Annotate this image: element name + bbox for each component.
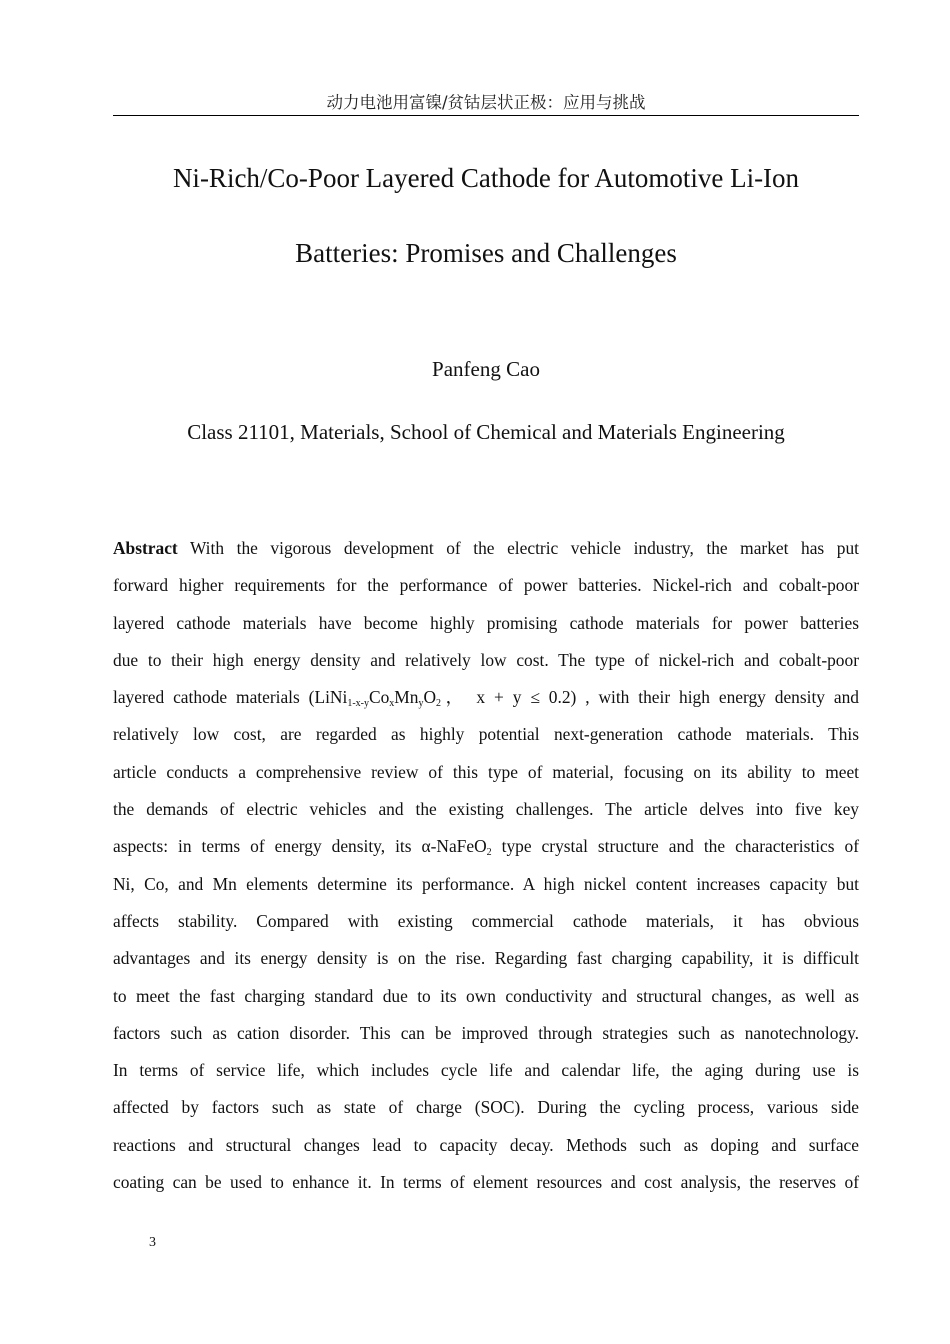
abstract-body bbox=[113, 530, 859, 1201]
abstract-line: coating can be used to enhance it. In terms of element resources and cost analysis, the reserves of bbox=[113, 1172, 859, 1193]
page-number: 3 bbox=[149, 1235, 156, 1250]
formula-subscript: 2 bbox=[436, 698, 442, 710]
author-affiliation: Class 21101, Materials, School of Chemical and Materials Engineering bbox=[187, 420, 785, 444]
abstract-line: advantages and its energy density is on the rise. Regarding fast charging capability, it is difficult bbox=[113, 948, 859, 969]
title-line-1: Ni-Rich/Co-Poor Layered Cathode for Automotive Li-Ion bbox=[172, 163, 800, 193]
title-line-2: Batteries: Promises and Challenges bbox=[295, 238, 677, 268]
running-header: 动力电池用富镍/贫钴层状正极：应用与挑战 bbox=[326, 93, 646, 112]
abstract-line: the demands of electric vehicles and the existing challenges. The article delves into five key bbox=[113, 799, 859, 820]
abstract-line: factors such as cation disorder. This can be improved through strategies such as nanotechnology. bbox=[113, 1022, 859, 1043]
abstract-line bbox=[113, 530, 859, 567]
formula-subscript: 1-x-y bbox=[347, 698, 369, 710]
formula-suffix: ， x + y ≤ 0.2) , with their high energy density and bbox=[441, 687, 859, 708]
author-name: Panfeng Cao bbox=[432, 357, 540, 381]
abstract-line: Ni, Co, and Mn elements determine its performance. A high nickel content increases capacity but bbox=[113, 873, 859, 894]
abstract-line: layered cathode materials have become highly promising cathode materials for power batteries bbox=[113, 612, 859, 633]
formula-suffix: type crystal structure and the characteristics of bbox=[491, 836, 859, 857]
abstract-line: due to their high energy density and relatively low cost. The type of nickel-rich and cobalt-poor bbox=[113, 649, 859, 670]
header-divider bbox=[113, 115, 859, 116]
abstract-line: to meet the fast charging standard due to its own conductivity and structural changes, as well as bbox=[113, 985, 859, 1006]
formula-element: Co bbox=[369, 687, 390, 708]
abstract-line: forward higher requirements for the performance of power batteries. Nickel-rich and cobalt-poor bbox=[113, 575, 859, 596]
formula-element: Mn bbox=[394, 687, 419, 708]
abstract-line: In terms of service life, which includes cycle life and calendar life, the aging during use is bbox=[113, 1060, 859, 1081]
abstract-line: affects stability. Compared with existing commercial cathode materials, it has obvious bbox=[113, 910, 859, 931]
abstract-line: reactions and structural changes lead to capacity decay. Methods such as doping and surface bbox=[113, 1134, 859, 1155]
formula-subscript: y bbox=[418, 698, 424, 710]
abstract-line: affected by factors such as state of charge (SOC). During the cycling process, various side bbox=[113, 1097, 859, 1118]
formula-prefix: layered cathode materials (LiNi bbox=[113, 687, 348, 708]
abstract-line: relatively low cost, are regarded as highly potential next-generation cathode materials. This bbox=[113, 724, 859, 745]
abstract-line: article conducts a comprehensive review of this type of material, focusing on its ability to meet bbox=[113, 761, 859, 782]
formula-subscript: x bbox=[389, 698, 395, 710]
formula-subscript: 2 bbox=[486, 847, 492, 859]
formula-prefix: aspects: in terms of energy density, its α-NaFeO bbox=[113, 836, 487, 857]
abstract-heading: Abstract bbox=[113, 538, 178, 558]
formula-element: O bbox=[423, 687, 437, 708]
abstract-line-formula bbox=[113, 828, 859, 865]
paper-title bbox=[113, 141, 859, 291]
abstract-text: With the vigorous development of the electric vehicle industry, the market has put bbox=[189, 538, 859, 558]
abstract-line-formula bbox=[113, 679, 859, 716]
